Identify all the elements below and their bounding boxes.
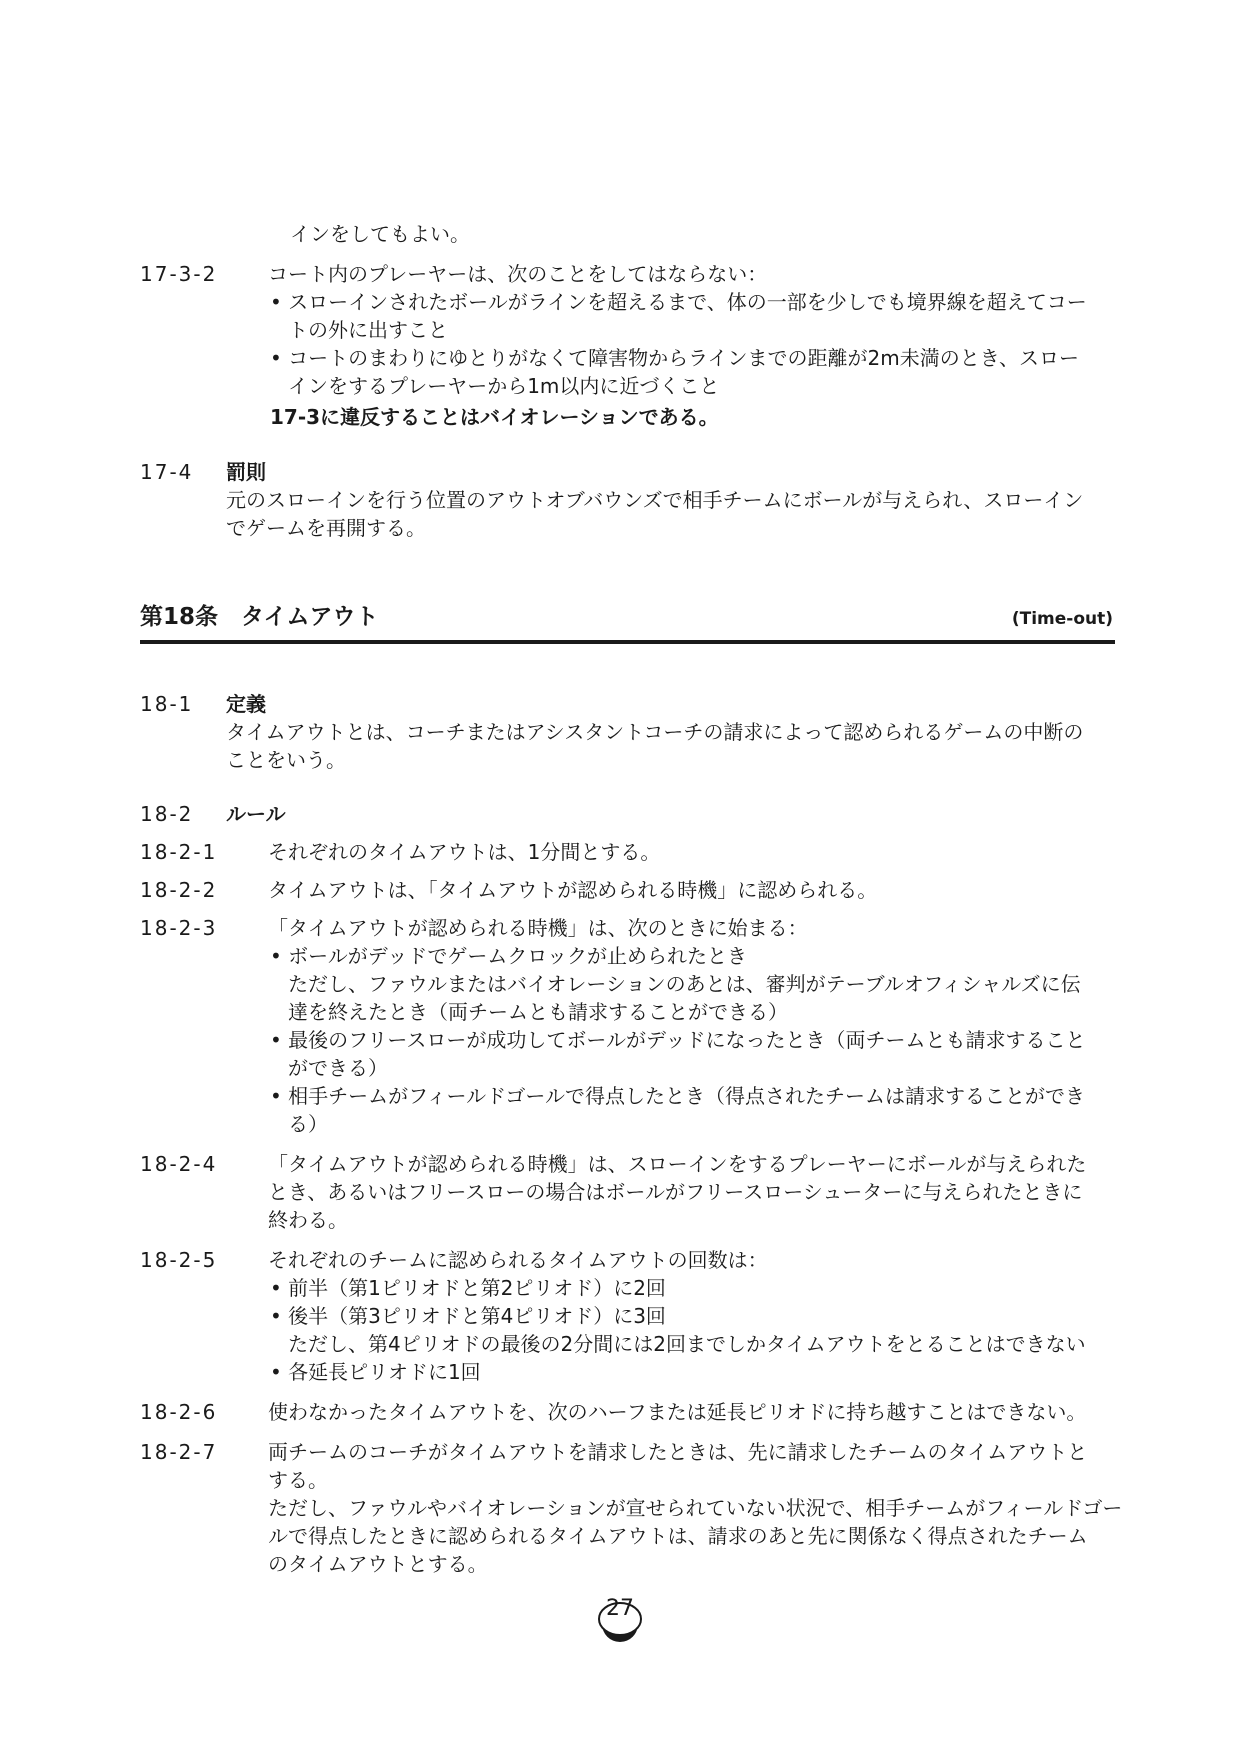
violation-note: 17-3に違反することはバイオレーションである。: [270, 405, 719, 429]
bullet-item: • 各延長ピリオドに1回: [270, 1360, 481, 1384]
bullet-item: • 相手チームがフィールドゴールで得点したとき（得点されたチームは請求することができ: [270, 1084, 1085, 1108]
clause-text-continued: 終わる。: [268, 1208, 348, 1232]
bullet-item-continued: る）: [288, 1112, 328, 1136]
clause-text: 両チームのコーチがタイムアウトを請求したときは、先に請求したチームのタイムアウトと: [268, 1440, 1088, 1464]
article-heading: [140, 600, 1115, 636]
paragraph: 元のスローインを行う位置のアウトオブバウンズで相手チームにボールが与えられ、スローイン: [226, 488, 1084, 512]
clause-number: 18-2-6: [140, 1400, 218, 1424]
clause-number: 17-3-2: [140, 262, 218, 286]
clause-number: 18-2-5: [140, 1248, 218, 1272]
bullet-item-continued: トの外に出すこと: [288, 318, 448, 342]
clause-number: 18-2-2: [140, 878, 218, 902]
clause-heading: 定義: [226, 692, 266, 716]
bullet-item: • 前半（第1ピリオドと第2ピリオド）に2回: [270, 1276, 666, 1300]
clause-text-continued: のタイムアウトとする。: [268, 1552, 488, 1576]
heading-rule: [140, 640, 1115, 644]
clause-text: 使わなかったタイムアウトを、次のハーフまたは延長ピリオドに持ち越すことはできない。: [268, 1400, 1087, 1424]
bullet-item: • コートのまわりにゆとりがなくて障害物からラインまでの距離が2m未満のとき、スロー: [270, 346, 1079, 370]
clause-number: 18-1: [140, 692, 194, 716]
bullet-item-continued: ができる）: [288, 1056, 388, 1080]
paragraph: タイムアウトとは、コーチまたはアシスタントコーチの請求によって認められるゲームの中断の: [226, 720, 1084, 744]
clause-number: 17-4: [140, 460, 194, 484]
clause-text: 「タイムアウトが認められる時機」は、スローインをするプレーヤーにボールが与えられた: [268, 1152, 1087, 1176]
clause-heading: 罰則: [226, 460, 266, 484]
clause-number: 18-2-3: [140, 916, 218, 940]
page-number-badge: [596, 1592, 644, 1654]
clause-text-continued: とき、あるいはフリースローの場合はボールがフリースローシューターに与えられたときに: [268, 1180, 1083, 1204]
article-title: 第18条 タイムアウト: [140, 604, 379, 630]
paragraph: ことをいう。: [226, 748, 346, 772]
clause-heading: ルール: [226, 802, 286, 826]
bullet-item: • スローインされたボールがラインを超えるまで、体の一部を少しでも境界線を超えてコー: [270, 290, 1087, 314]
clause-number: 18-2-7: [140, 1440, 218, 1464]
clause-text: それぞれのタイムアウトは、1分間とする。: [268, 840, 661, 864]
bullet-item-continued: ただし、第4ピリオドの最後の2分間には2回までしかタイムアウトをとることはできない: [288, 1332, 1086, 1356]
clause-text-continued: ただし、ファウルやバイオレーションが宣せられていない状況で、相手チームがフィールドゴー: [268, 1496, 1123, 1520]
article-english-title: (Time-out): [1011, 609, 1113, 629]
bullet-item: • 最後のフリースローが成功してボールがデッドになったとき（両チームとも請求すること: [270, 1028, 1086, 1052]
continued-text: インをしてもよい。: [290, 222, 470, 246]
page-number: 27: [606, 1596, 634, 1621]
bullet-item-continued: 達を終えたとき（両チームとも請求することができる）: [288, 1000, 788, 1024]
clause-text: コート内のプレーヤーは、次のことをしてはならない：: [268, 262, 768, 286]
bullet-item-continued: ただし、ファウルまたはバイオレーションのあとは、審判がテーブルオフィシャルズに伝: [288, 972, 1081, 996]
bullet-item: • ボールがデッドでゲームクロックが止められたとき: [270, 944, 747, 968]
bullet-item: • 後半（第3ピリオドと第4ピリオド）に3回: [270, 1304, 666, 1328]
clause-text: タイムアウトは、「タイムアウトが認められる時機」に認められる。: [268, 878, 878, 902]
clause-number: 18-2-4: [140, 1152, 218, 1176]
clause-text-continued: する。: [268, 1468, 328, 1492]
bullet-item-continued: インをするプレーヤーから1m以内に近づくこと: [288, 374, 720, 398]
clause-text: それぞれのチームに認められるタイムアウトの回数は：: [268, 1248, 768, 1272]
paragraph: でゲームを再開する。: [226, 516, 426, 540]
clause-number: 18-2-1: [140, 840, 218, 864]
clause-number: 18-2: [140, 802, 194, 826]
clause-text: 「タイムアウトが認められる時機」は、次のときに始まる：: [268, 916, 808, 940]
clause-text-continued: ルで得点したときに認められるタイムアウトは、請求のあと先に関係なく得点されたチーム: [268, 1524, 1088, 1548]
